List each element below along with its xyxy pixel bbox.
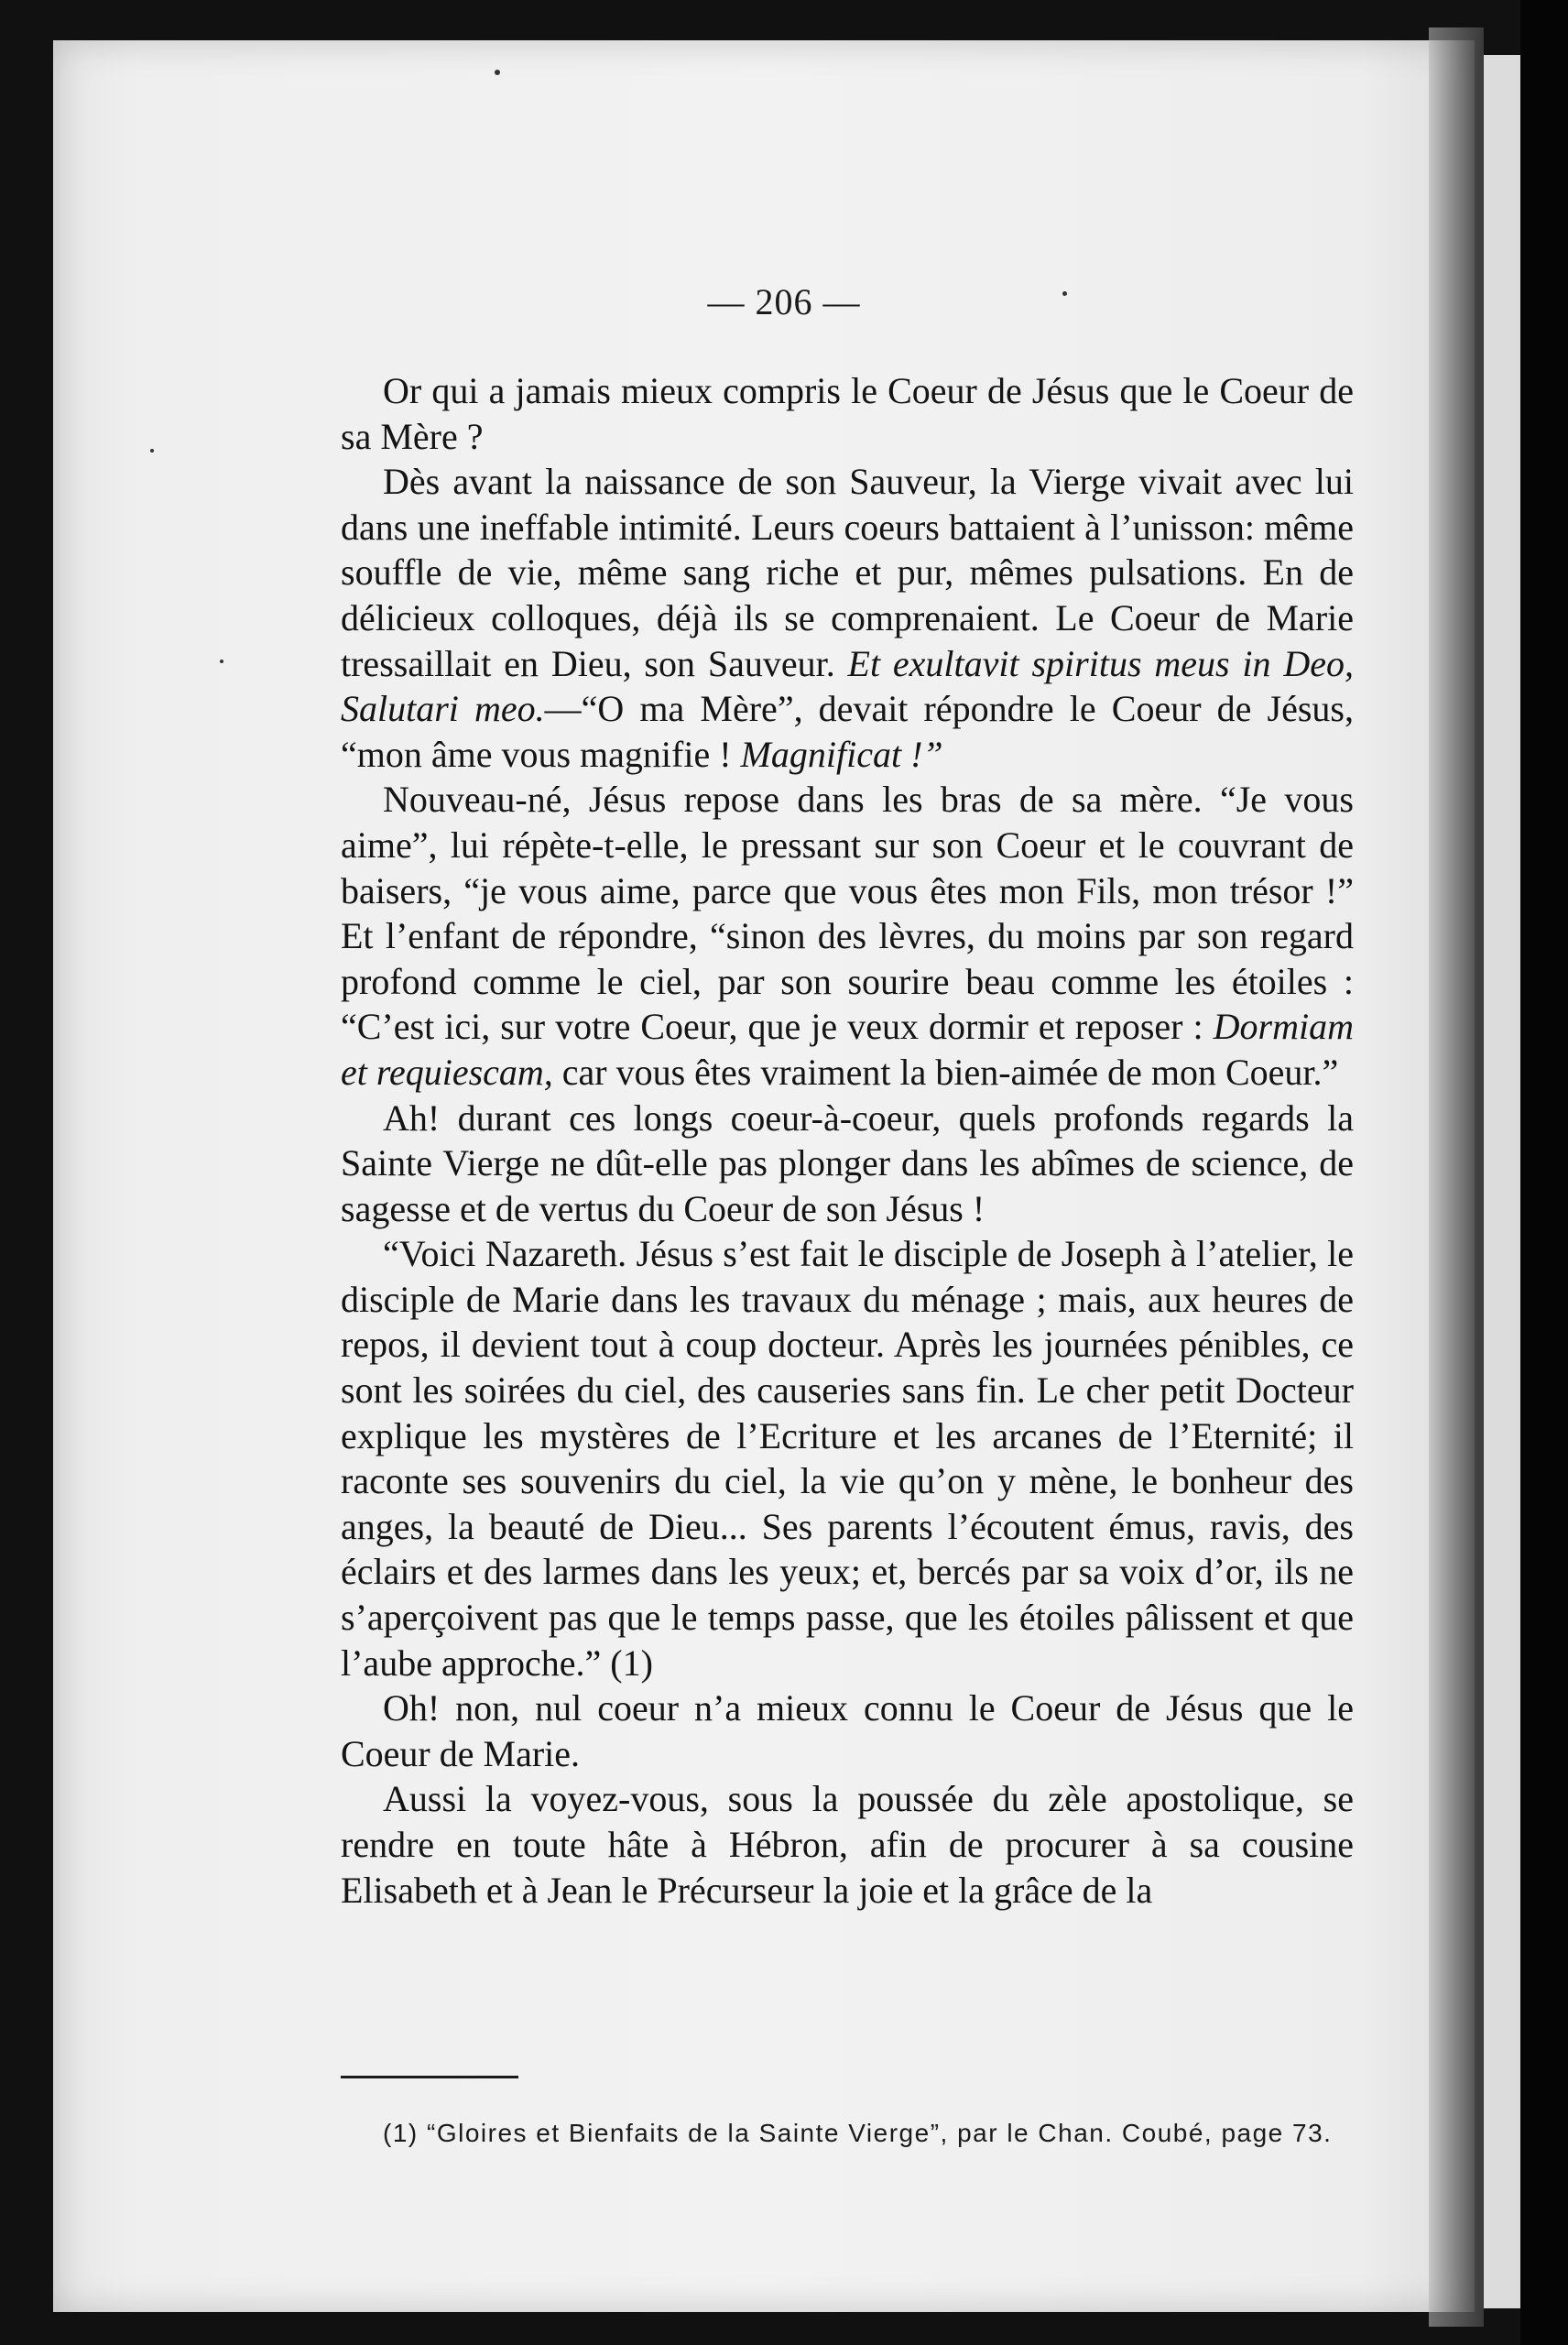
italic-latin-text: Dormiam et requiescam, (341, 1006, 1354, 1093)
text-run: “Voici Nazareth. Jésus s’est fait le disciple de Joseph à l’atelier, le disciple de Marie dans les travaux du ménage ; mais, aux heures de repos, il devient tout à coup docteur. Après les journées pénibles, ce sont les soirées du ciel, des causeries sans fin. Le cher petit Docteur explique les mystères de l’Ecriture et les arcanes de l’Eternité; il raconte ses souvenirs du ciel, la vie qu’on y mène, le bonheur des anges, la beauté de Dieu... Ses parents l’écoutent émus, ravis, des éclairs et des larmes dans les yeux; et, bercés par sa voix d’or, ils ne s’aperçoivent pas que le temps passe, que les étoiles pâlissent et que l’aube approche.” (1) (341, 1233, 1354, 1684)
body-text (341, 368, 1354, 1913)
adjacent-page-edge (1484, 55, 1520, 2308)
footnote-separator (341, 2076, 518, 2078)
paragraph (341, 1231, 1354, 1685)
paragraph (341, 1776, 1354, 1913)
dust-speck (220, 660, 223, 663)
page-number: — 206 — (707, 281, 861, 322)
text-run: Ah! durant ces longs coeur-à-coeur, quels profonds regards la Sainte Vierge ne dût-elle pas plonger dans les abîmes de science, de sagesse et de vertus du Coeur de son Jésus ! (341, 1096, 1354, 1229)
text-run: —“O ma Mère”, devait répondre le Coeur de Jésus, “mon âme vous magnifie ! (341, 688, 1354, 775)
italic-latin-text: Magnificat !” (740, 733, 943, 775)
paragraph (341, 368, 1354, 459)
italic-latin-text: Et exultavit spiritus meus in Deo, Salutari meo. (341, 642, 1354, 730)
spine-shadow (1429, 27, 1484, 2327)
text-run: Or qui a jamais mieux compris le Coeur de Jésus que le Coeur de sa Mère ? (341, 370, 1354, 457)
text-run: car vous êtes vraiment la bien-aimée de mon Coeur.” (552, 1051, 1339, 1093)
text-run: Oh! non, nul coeur n’a mieux connu le Coeur de Jésus que le Coeur de Marie. (341, 1687, 1354, 1774)
paragraph (341, 1096, 1354, 1232)
dust-speck (150, 449, 154, 453)
dust-speck (495, 70, 500, 75)
paragraph (341, 459, 1354, 777)
text-run: Nouveau-né, Jésus repose dans les bras de sa mère. “Je vous aime”, lui répète-t-elle, le pressant sur son Coeur et le couvrant de baisers, “je vous aime, parce que vous êtes mon Fils, mon trésor !” Et l’enfant de répondre, “sinon des lèvres, du moins par son regard profond comme le ciel, par son sourire beau comme les étoiles : “C’est ici, sur votre Coeur, que je veux dormir et reposer : (341, 779, 1354, 1048)
paragraph (341, 777, 1354, 1095)
footnote: (1) “Gloires et Bienfaits de la Sainte Vierge”, par le Chan. Coubé, page 73. (383, 2119, 1333, 2147)
text-run: Aussi la voyez-vous, sous la poussée du zèle apostolique, se rendre en toute hâte à Hébron, afin de procurer à sa cousine Elisabeth et à Jean le Précurseur la joie et la grâce de la (341, 1778, 1354, 1911)
paragraph (341, 1685, 1354, 1776)
scan-border (1520, 0, 1568, 2345)
text-run: Dès avant la naissance de son Sauveur, la Vierge vivait avec lui dans une ineffable intimité. Leurs coeurs battaient à l’unisson: même souffle de vie, même sang riche et pur, mêmes pulsations. En de délicieux colloques, déjà ils se comprenaient. Le Coeur de Marie tressaillait en Dieu, son Sauveur. (341, 461, 1354, 684)
